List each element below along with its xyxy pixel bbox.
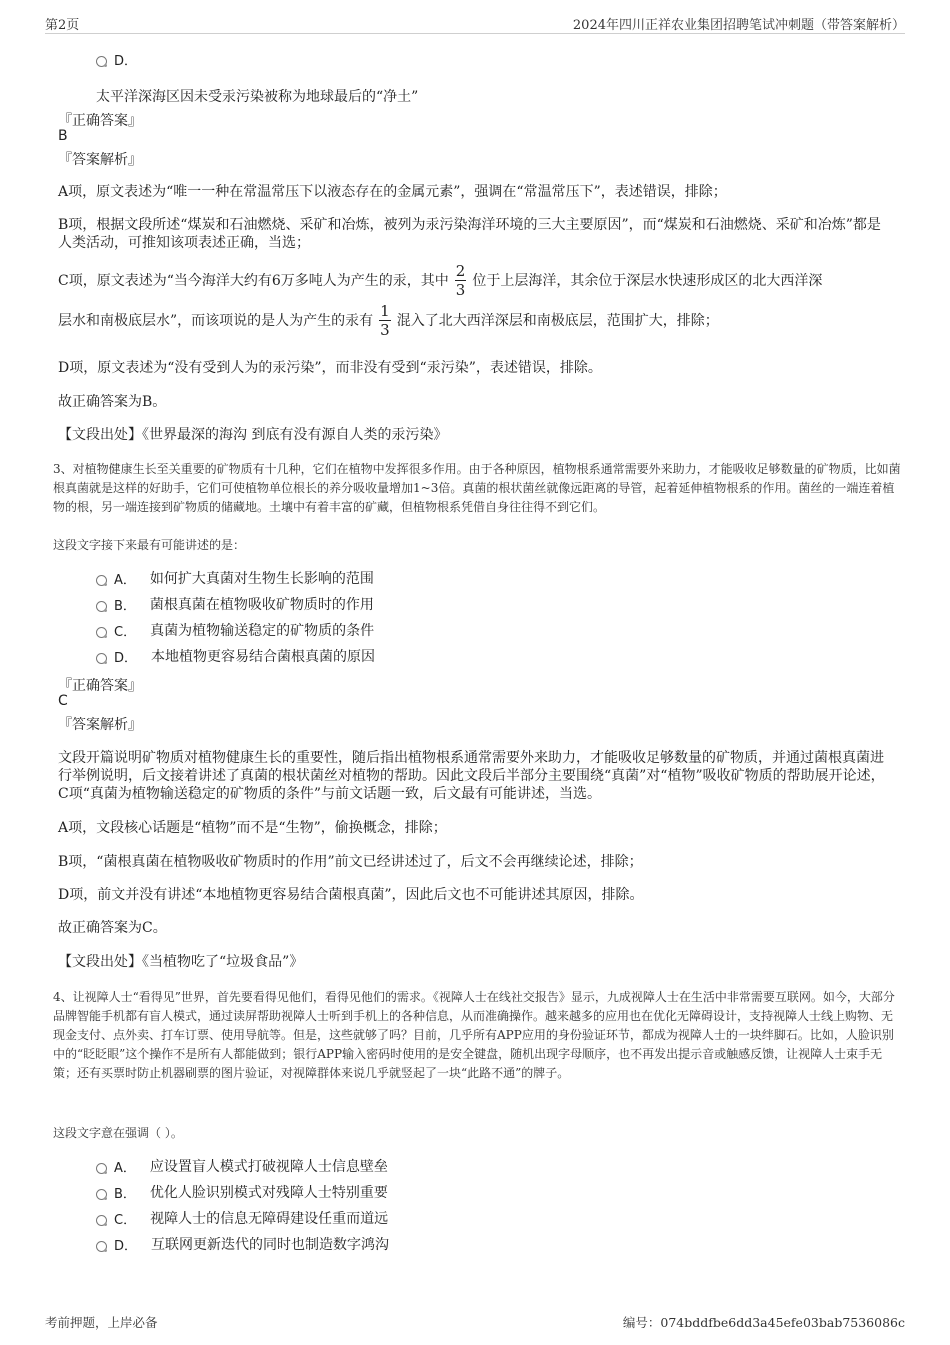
page-footer [45,1313,905,1333]
q3-option-c[interactable] [96,620,374,640]
answer-label: 『正确答案』 [58,113,142,129]
analysis-c-part2: 位于上层海洋，其余位于深层水快速形成区的北大西洋深 [472,273,823,289]
analysis-c-part4: 混入了北大西洋深层和南极底层，范围扩大，排除； [396,313,719,329]
q3-answer-value: C [58,693,68,709]
option-text: 优化人脸识别模式对残障人士特别重要 [149,1185,388,1201]
analysis-d: D项，原文表述为“没有受到人为的汞污染”，而非没有受到“汞污染”，表述错误，排除。 [58,360,602,376]
radio-icon[interactable] [96,56,107,67]
radio-icon[interactable] [96,627,107,638]
q3-source: 【文段出处】《当植物吃了“垃圾食品”》 [58,954,304,970]
question-3-passage: 3、对植物健康生长至关重要的矿物质有十几种，它们在植物中发挥很多作用。由于各种原因，植物根系通常需要外来助力，才能吸收足够数量的矿物质，比如菌根真菌就是这样的好助手，它们可使植物单位根长的养分吸收量增加1~3倍。真菌的根状菌丝就像远距离的导管，起着延伸植物根系的作用。菌丝的一端连着植物的根，另一端连接到矿物质的储藏地。土壤中有着丰富的矿藏，但植物根系凭借自身往往得不到它们。 [53,462,901,514]
radio-icon[interactable] [96,1241,107,1252]
option-letter: B． [114,598,136,614]
q3-answer-label: 『正确答案』 [58,678,142,694]
option-text: 视障人士的信息无障碍建设任重而道远 [150,1211,389,1227]
q3-option-b[interactable] [96,594,374,614]
q3-conclusion: 故正确答案为C。 [58,920,167,936]
question-3-prompt: 这段文字接下来最有可能讲述的是： [53,538,246,552]
option-text: 本地植物更容易结合菌根真菌的原因 [151,649,376,665]
q3-analysis-label: 『答案解析』 [58,717,142,733]
analysis-c-line1 [58,262,822,298]
option-letter: B． [114,1186,136,1202]
page-number: 第2页 [45,18,80,33]
q4-option-c[interactable] [96,1208,388,1228]
q3-option-a[interactable] [96,568,374,588]
radio-icon[interactable] [96,653,107,664]
option-d-text: 太平洋深海区因未受汞污染被称为地球最后的“净土” [96,89,419,105]
q3-analysis-d: D项，前文并没有讲述“本地植物更容易结合菌根真菌”，因此后文也不可能讲述其原因，排除。 [58,887,644,903]
q3-analysis-a: A项，文段核心话题是“植物”而不是“生物”，偷换概念，排除； [58,820,447,836]
radio-icon[interactable] [96,601,107,612]
q3-option-d[interactable] [96,646,375,666]
fraction-numerator: 2 [455,261,466,280]
option-letter: C． [114,1212,137,1228]
analysis-c-part1: C项，原文表述为“当今海洋大约有6万多吨人为产生的汞，其中 [58,273,449,289]
option-letter: D． [114,1238,138,1254]
source: 【文段出处】《世界最深的海沟 到底有没有源自人类的汞污染》 [58,427,448,443]
q3-analysis-main: 文段开篇说明矿物质对植物健康生长的重要性，随后指出植物根系通常需要外来助力，才能吸收足够数量的矿物质，并通过菌根真菌进行举例说明，后文接着讲述了真菌的根状菌丝对植物的帮助。因此文段后半部分主要围绕“真菌”对“植物”吸收矿物质的帮助展开论述，C项“真菌为植物输送稳定的矿物质的条件”与前文话题一致，后文最有可能讲述，当选。 [58,750,885,802]
footer-slogan: 考前押题，上岸必备 [45,1315,158,1330]
analysis-a: A项，原文表述为“唯一一种在常温常压下以液态存在的金属元素”，强调在“常温常压下”，表述错误，排除； [58,184,727,200]
analysis-c-part3: 层水和南极底层水”，而该项说的是人为产生的汞有 [58,313,374,329]
conclusion: 故正确答案为B。 [58,394,167,410]
fraction-numerator: 1 [380,301,390,320]
radio-icon[interactable] [96,575,107,586]
option-text: 如何扩大真菌对生物生长影响的范围 [149,571,374,587]
radio-icon[interactable] [96,1215,107,1226]
question-4-passage: 4、让视障人士“看得见”世界，首先要看得见他们，看得见他们的需求。《视障人士在线社交报告》显示，九成视障人士在生活中非常需要互联网。如今，大部分品牌智能手机都有盲人模式，通过读屏帮助视障人士听到手机上的各种信息，从而准确操作。越来越多的应用也在优化无障碍设计，支持视障人士线上购物、无现金支付、点外卖、打车订票、使用导航等。但是，这些就够了吗？目前，几乎所有APP应用的身份验证环节，都成为视障人士的一块绊脚石。比如，人脸识别中的“眨眨眼”这个操作不是所有人都能做到；银行APP输入密码时使用的是安全键盘，随机出现字母顺序，也不再发出提示音或触感反馈，让视障人士束手无策；还有买票时防止机器刷票的图片验证，对视障群体来说几乎就竖起了一块“此路不通”的牌子。 [53,990,895,1080]
option-text: 应设置盲人模式打破视障人士信息壁垒 [149,1159,388,1175]
option-d[interactable] [96,49,151,69]
document-title: 2024年四川正祥农业集团招聘笔试冲刺题（带答案解析） [572,18,905,33]
radio-icon[interactable] [96,1163,107,1174]
footer-code: 编号：074bddfbe6dd3a45efe03bab7536086c [622,1315,905,1330]
option-letter: C． [114,624,137,640]
option-text: 互联网更新迭代的同时也制造数字鸿沟 [151,1237,390,1253]
fraction-denominator: 3 [380,320,390,339]
analysis-c-line2 [58,302,719,338]
q3-analysis-b: B项，“菌根真菌在植物吸收矿物质时的作用”前文已经讲述过了，后文不会再继续论述，排除； [58,854,643,870]
option-letter: D． [114,650,138,666]
radio-icon[interactable] [96,1189,107,1200]
analysis-b: B项，根据文段所述“煤炭和石油燃烧、采矿和冶炼，被列为汞污染海洋环境的三大主要原因”，而“煤炭和石油燃烧、采矿和冶炼”都是人类活动，可推知该项表述正确，当选； [58,217,881,251]
option-letter: A． [114,572,136,588]
q4-option-b[interactable] [96,1182,388,1202]
q4-option-d[interactable] [96,1234,389,1254]
option-letter: A． [114,1160,136,1176]
option-text: 真菌为植物输送稳定的矿物质的条件 [150,623,375,639]
fraction-one-third [379,302,391,339]
analysis-label: 『答案解析』 [58,152,142,168]
q4-option-a[interactable] [96,1156,388,1176]
page-header [45,14,905,34]
option-letter: D． [114,53,138,69]
answer-value: B [58,128,68,144]
option-text: 菌根真菌在植物吸收矿物质时的作用 [149,597,374,613]
question-4-prompt: 这段文字意在强调（ ）。 [53,1126,183,1140]
fraction-two-thirds [455,262,467,299]
fraction-denominator: 3 [455,280,466,299]
